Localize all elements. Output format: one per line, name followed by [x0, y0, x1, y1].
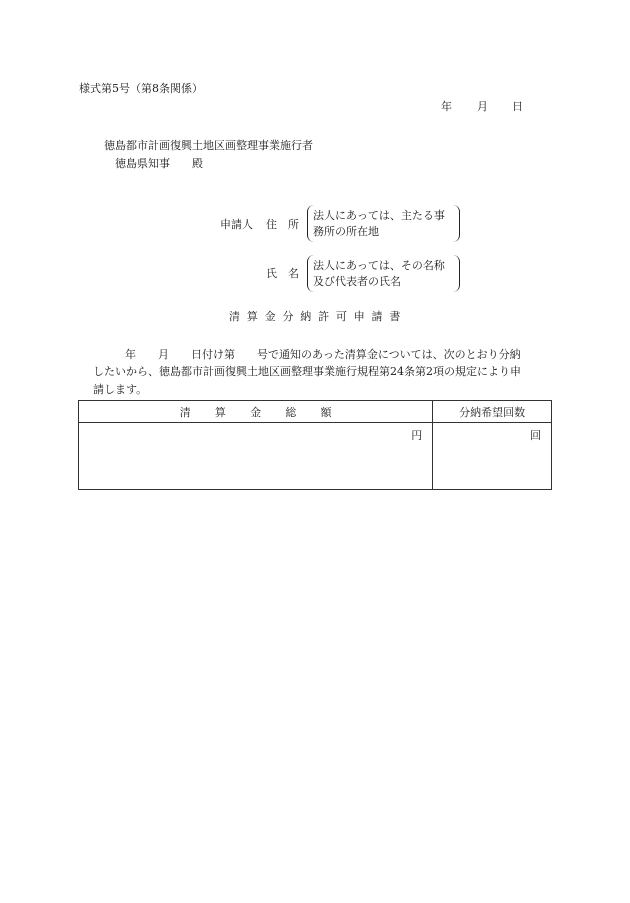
name-label: 氏 名: [266, 267, 299, 280]
header-amount-cell: [79, 401, 433, 423]
date-day: 日: [512, 100, 523, 113]
header-count: 分納希望回数: [459, 405, 526, 419]
header-count-cell: [433, 401, 552, 423]
count-input-cell[interactable]: [433, 423, 552, 490]
date-year: 年: [441, 100, 452, 113]
body-line2: したいから、徳島都市計画復興土地区画整理事業施行規程第24条第2項の規定により申: [93, 365, 521, 378]
date-month: 月: [477, 100, 488, 113]
address-label: 住 所: [266, 218, 299, 231]
name-note-line2: 及び代表者の氏名: [313, 275, 401, 288]
address-note-line1: 法人にあっては、主たる事: [313, 209, 445, 222]
body-line3: 請します。: [93, 383, 148, 396]
header-amount: 清算金総額: [179, 405, 356, 419]
body-line1: 年 月 日付け第 号で通知のあった清算金については、次のとおり分納: [125, 348, 521, 361]
table-header-row: [79, 401, 552, 423]
form-number: 様式第5号（第8条関係）: [79, 82, 203, 95]
amount-input-cell[interactable]: [79, 423, 433, 490]
applicant-label: 申請人: [220, 218, 253, 231]
name-note-line1: 法人にあっては、その名称: [313, 259, 445, 272]
unit-yen: 円: [411, 429, 423, 442]
address-note-line2: 務所の所在地: [313, 225, 379, 238]
unit-times: 回: [530, 429, 541, 442]
table-body-row: [79, 423, 552, 490]
addressee-line2: 徳島県知事 殿: [115, 157, 203, 170]
installment-table: [78, 400, 552, 490]
addressee-line1: 徳島都市計画復興土地区画整理事業施行者: [104, 139, 313, 152]
document-title: 清算金分納許可申請書: [229, 310, 408, 323]
